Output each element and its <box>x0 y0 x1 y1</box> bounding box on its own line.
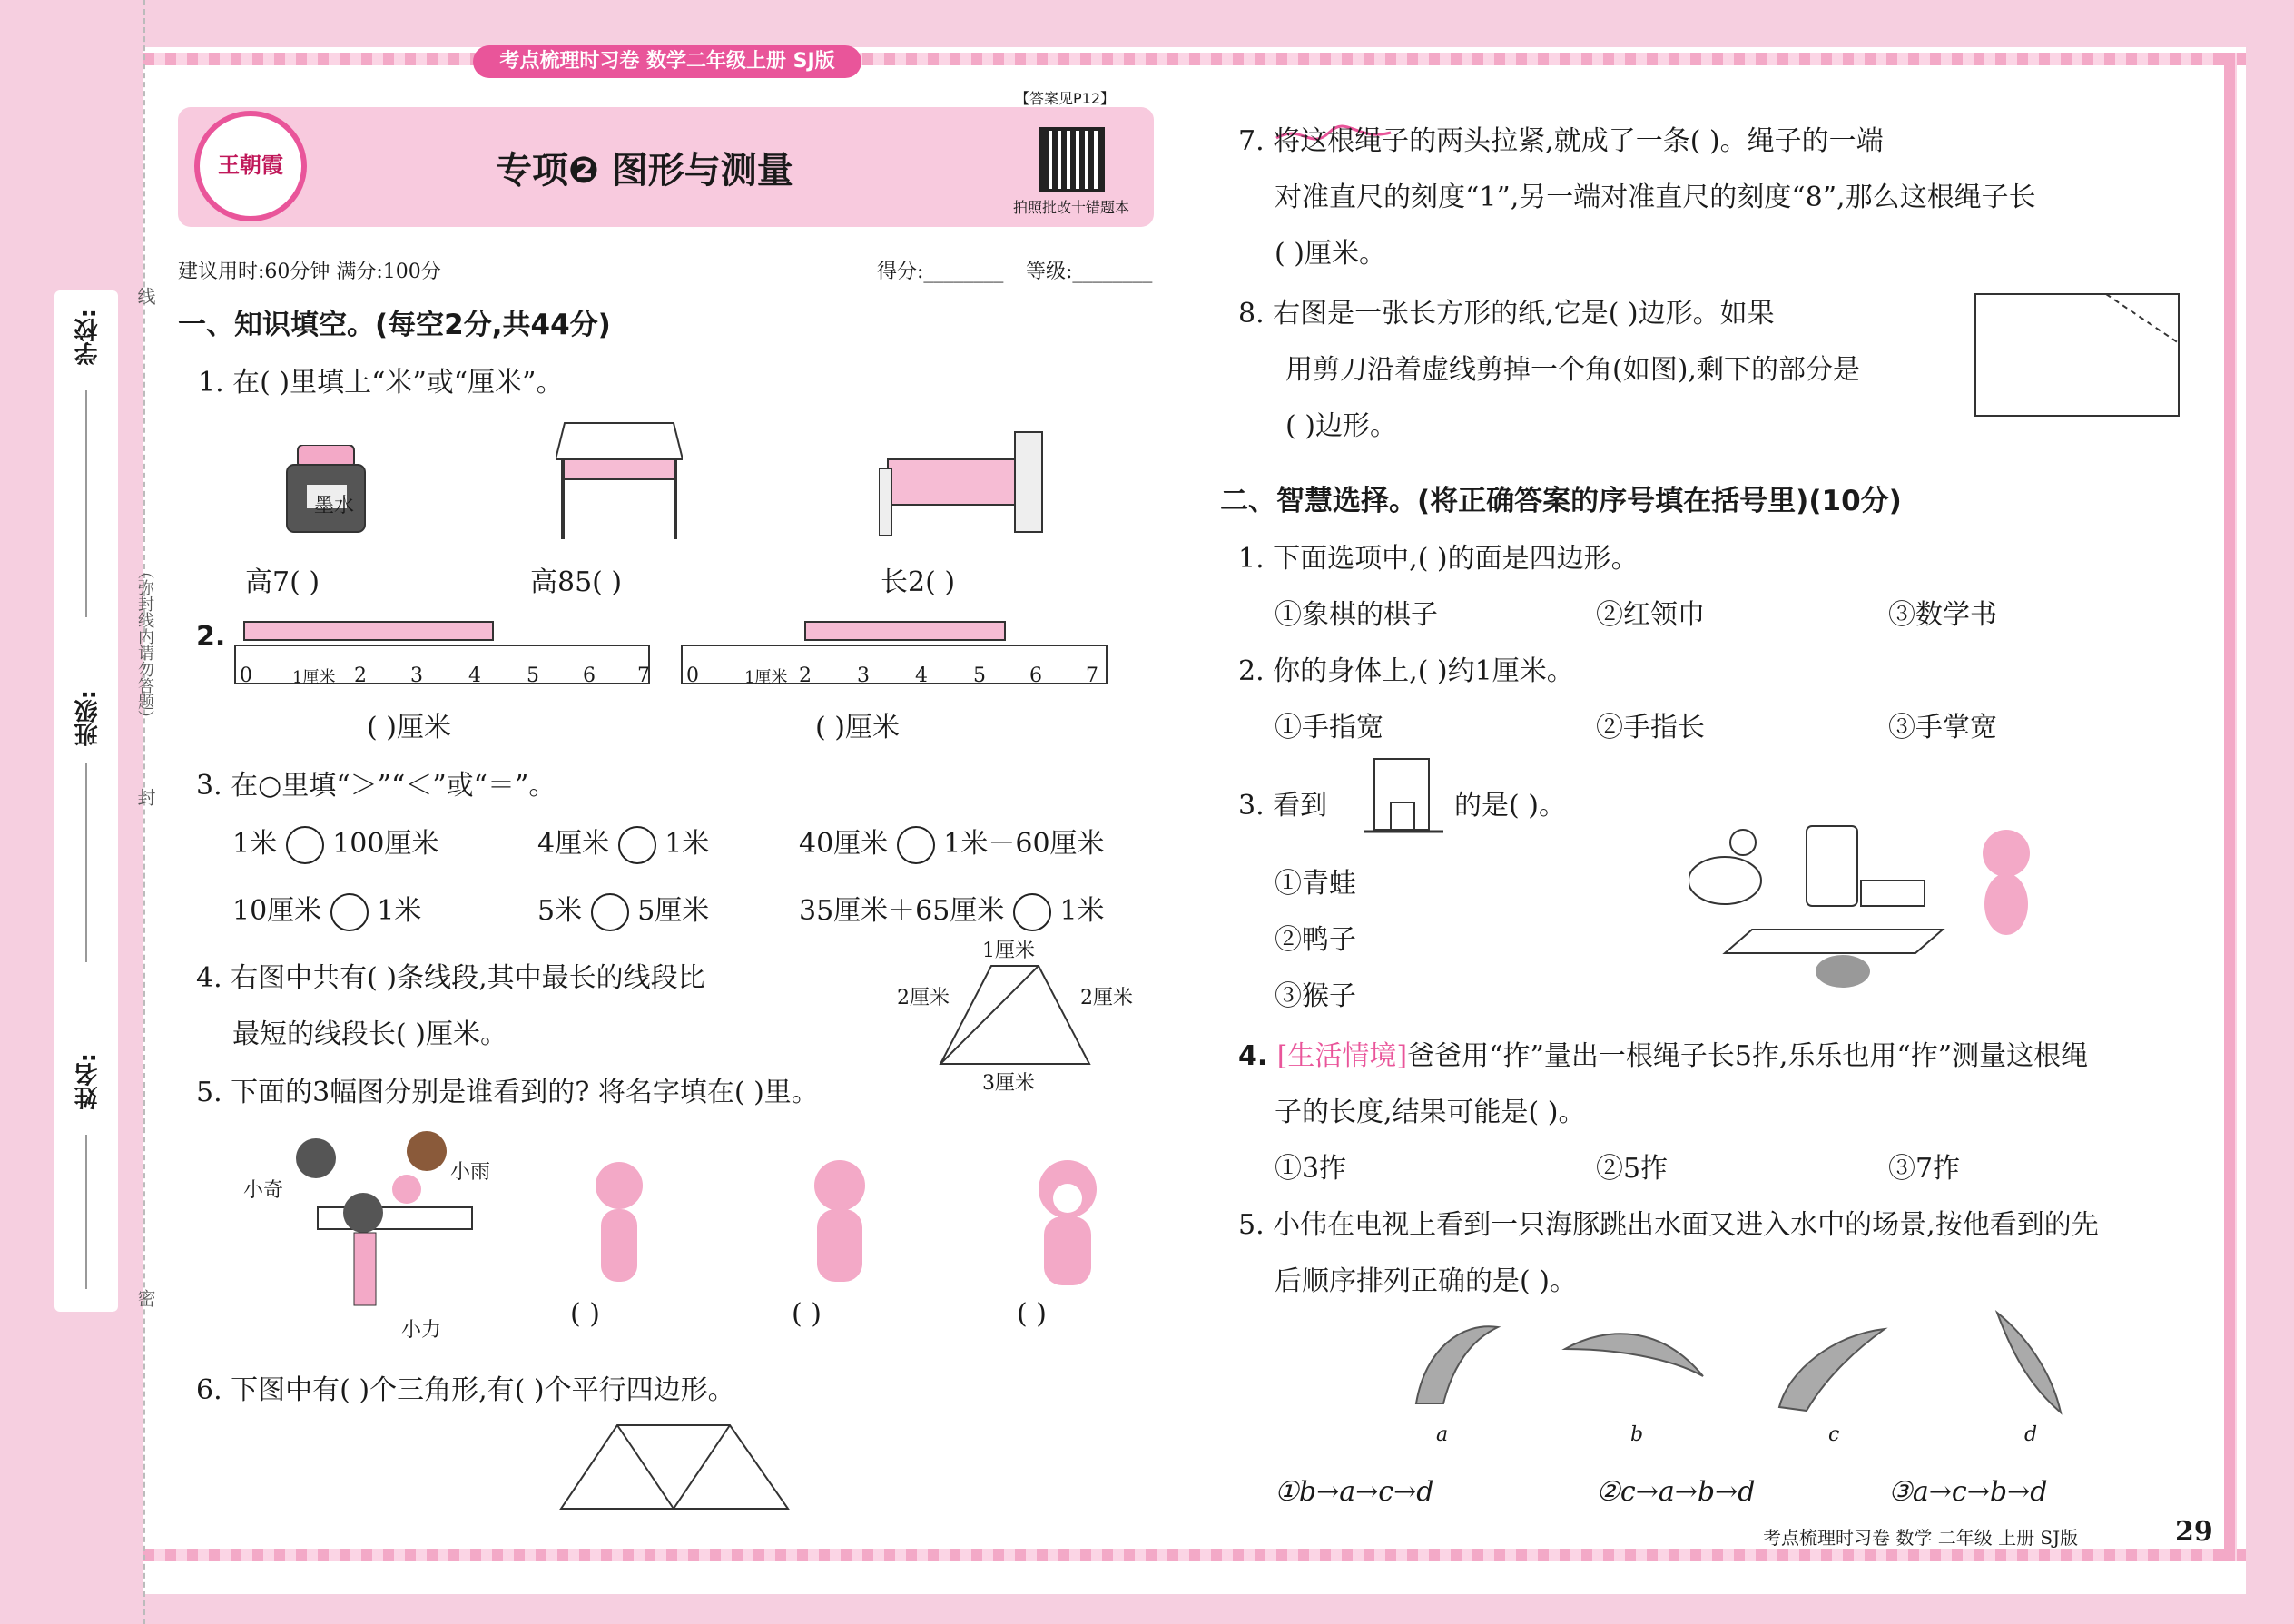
ruler-b-tick-6: 6 <box>1029 664 1042 687</box>
bed-icon <box>879 423 1051 541</box>
school-label: 学校: <box>74 309 102 366</box>
s2-q3-option-1[interactable]: ①青蛙 <box>1275 868 1356 900</box>
q4-label-top: 1厘米 <box>982 940 1035 962</box>
q3-row2-b[interactable] <box>537 888 709 931</box>
ruler-b-tick-4: 4 <box>915 664 928 687</box>
ink-label: 墨水 <box>314 495 355 517</box>
compare-circle[interactable] <box>591 893 629 931</box>
triangles-parallelogram-figure <box>559 1423 790 1511</box>
q3-r1-left-3: 40厘米 <box>799 828 889 860</box>
compare-circle[interactable] <box>618 826 656 864</box>
q3-row1-a[interactable] <box>232 821 438 864</box>
q3-r2-left-1: 10厘米 <box>232 895 322 927</box>
footer-text: 考点梳理时习卷 数学 二年级 上册 SJ版 <box>1763 1527 2079 1549</box>
q2-answer-a[interactable]: ( )厘米 <box>367 712 451 743</box>
q4-text-b: 最短的线段长( )厘米。 <box>232 1019 507 1050</box>
bottom-wave-border <box>143 1549 2246 1561</box>
q3-r2-right-1: 1米 <box>377 895 422 927</box>
q8-text-a: 8. 右图是一张长方形的纸,它是( )边形。如果 <box>1238 298 1775 330</box>
answer-reference: 【答案见P12】 <box>1015 90 1116 107</box>
q3-row1-c[interactable] <box>799 821 1105 864</box>
trapezoid-figure <box>937 962 1091 1071</box>
section1-heading: 一、知识填空。(每空2分,共44分) <box>178 309 611 341</box>
s2-q3-text-b: 的是( )。 <box>1454 790 1566 822</box>
q3-row1-b[interactable] <box>537 821 709 864</box>
s2-q2-option-2[interactable]: ②手指长 <box>1596 712 1705 743</box>
s2-q5-option-1[interactable]: ①b→a→c→d <box>1275 1476 1434 1508</box>
q3-r2-left-2: 5米 <box>537 895 583 927</box>
q3-row2-c[interactable] <box>799 888 1105 931</box>
s2-q4-body: 爸爸用“拃”量出一根绳子长5拃,乐乐也用“拃”测量这根绳 <box>1407 1040 2089 1072</box>
seal-seal-char: 封 <box>134 788 156 806</box>
q4-label-left: 2厘米 <box>897 987 950 1009</box>
ruler-b-tick-7: 7 <box>1086 664 1098 687</box>
section2-heading: 二、智慧选择。(将正确答案的序号填在括号里)(10分) <box>1220 485 1902 517</box>
q5-blank-2[interactable]: ( ) <box>792 1298 822 1330</box>
seal-note: （弥封线内请勿答题） <box>135 563 154 726</box>
q4-label-right: 2厘米 <box>1080 987 1133 1009</box>
q5-blank-1[interactable]: ( ) <box>570 1298 600 1330</box>
animals-around-table-illustration <box>1689 817 2052 989</box>
q3-r1-right-1: 100厘米 <box>332 828 439 860</box>
rectangle-paper-figure <box>1974 292 2181 418</box>
ruler-a-tick-1: 1厘米 <box>292 668 336 687</box>
grade-field[interactable]: 等级:________ <box>1026 261 1153 283</box>
q3-r2-right-3: 1米 <box>1059 895 1105 927</box>
pencil-a <box>243 621 494 641</box>
compare-circle[interactable] <box>286 826 324 864</box>
ruler-b-tick-1: 1厘米 <box>744 668 788 687</box>
qr-code-icon[interactable] <box>1039 127 1105 192</box>
q7-text-c: ( )厘米。 <box>1275 238 1386 270</box>
q3-r2-right-2: 5厘米 <box>637 895 710 927</box>
s2-q1-option-1[interactable]: ①象棋的棋子 <box>1275 599 1438 631</box>
kids-at-table-illustration <box>290 1126 481 1325</box>
q7-text-a: 7. 将这根绳子的两头拉紧,就成了一条( )。绳子的一端 <box>1238 125 1884 157</box>
seal-line-char: 线 <box>134 287 156 305</box>
q4-label-bottom: 3厘米 <box>982 1072 1035 1095</box>
dolphin-label-c: c <box>1828 1423 1840 1446</box>
life-scenario-tag: [生活情境] <box>1276 1040 1408 1072</box>
s2-q2-option-3[interactable]: ③手掌宽 <box>1888 712 1997 743</box>
ruler-a-tick-5: 5 <box>527 664 539 687</box>
q1-answer-a[interactable]: 高7( ) <box>245 566 320 598</box>
q3-r1-right-3: 1米－60厘米 <box>943 828 1105 860</box>
ruler-a-tick-6: 6 <box>583 664 596 687</box>
s2-q1-option-3[interactable]: ③数学书 <box>1888 599 1997 631</box>
q8-text-b: 用剪刀沿着虚线剪掉一个角(如图),剩下的部分是 <box>1285 354 1860 386</box>
q3-r1-left-2: 4厘米 <box>537 828 610 860</box>
kid-name-xiaoli: 小力 <box>401 1319 442 1342</box>
ruler-b-tick-2: 2 <box>799 664 812 687</box>
desk-icon <box>556 414 683 541</box>
class-line <box>85 763 87 962</box>
score-field[interactable]: 得分:________ <box>877 261 1004 283</box>
q5-text: 5. 下面的3幅图分别是谁看到的? 将名字填在( )里。 <box>196 1077 819 1108</box>
s2-q4-option-3[interactable]: ③7拃 <box>1888 1153 1961 1185</box>
q2-number: 2. <box>196 621 226 653</box>
kid-name-xiaoqi: 小奇 <box>243 1179 284 1202</box>
pencil-b <box>804 621 1006 641</box>
logo-text: 王朝霞 <box>218 152 283 178</box>
s2-q5-option-2[interactable]: ②c→a→b→d <box>1596 1476 1756 1508</box>
q3-row2-a[interactable] <box>232 888 421 931</box>
time-info: 建议用时:60分钟 满分:100分 <box>178 261 441 283</box>
right-wave-border <box>2224 53 2237 1561</box>
s2-q1-text: 1. 下面选项中,( )的面是四边形。 <box>1238 543 1639 575</box>
s2-q4-text-a: 4. [生活情境]爸爸用“拃”量出一根绳子长5拃,乐乐也用“拃”测量这根绳 <box>1238 1040 2089 1072</box>
dolphin-b-icon <box>1561 1322 1707 1403</box>
q1-answer-b[interactable]: 高85( ) <box>530 566 623 598</box>
q3-r2-left-3: 35厘米＋65厘米 <box>799 895 1005 927</box>
q3-r1-right-2: 1米 <box>665 828 710 860</box>
dolphin-d-icon <box>1979 1307 2088 1416</box>
page-number: 29 <box>2175 1516 2213 1548</box>
s2-q2-text: 2. 你的身体上,( )约1厘米。 <box>1238 655 1574 687</box>
name-label: 姓名: <box>74 1053 102 1110</box>
seal-secret-char: 密 <box>134 1289 156 1307</box>
s2-q5-text-a: 5. 小伟在电视上看到一只海豚跳出水面又进入水中的场景,按他看到的先 <box>1238 1209 2099 1241</box>
s2-q1-option-2[interactable]: ②红领巾 <box>1596 599 1705 631</box>
ruler-b-tick-3: 3 <box>857 664 870 687</box>
dolphin-label-d: d <box>2024 1423 2038 1446</box>
s2-q3-option-3[interactable]: ③猴子 <box>1275 980 1356 1012</box>
q8-text-c: ( )边形。 <box>1285 410 1397 442</box>
school-line <box>85 390 87 617</box>
ruler-a-tick-3: 3 <box>410 664 423 687</box>
monkey-side-icon <box>579 1158 652 1294</box>
publisher-logo <box>194 111 307 221</box>
q3-r1-left-1: 1米 <box>232 828 278 860</box>
series-badge: 考点梳理时习卷 数学二年级上册 SJ版 <box>473 45 861 78</box>
q3-text: 3. 在○里填“＞”“＜”或“＝”。 <box>196 770 556 802</box>
s2-q4-option-1[interactable]: ①3拃 <box>1275 1153 1347 1185</box>
s2-q4-text-b: 子的长度,结果可能是( )。 <box>1275 1097 1586 1128</box>
ruler-a-tick-7: 7 <box>637 664 650 687</box>
view-shape-icon <box>1364 757 1445 835</box>
q2-answer-b[interactable]: ( )厘米 <box>815 712 900 743</box>
name-line <box>85 1135 87 1289</box>
s2-q5-option-3[interactable]: ③a→c→b→d <box>1888 1476 2048 1508</box>
top-wave-border <box>143 53 2246 65</box>
kid-name-xiaoyu: 小雨 <box>450 1161 491 1184</box>
q6-text: 6. 下图中有( )个三角形,有( )个平行四边形。 <box>196 1374 735 1406</box>
dolphin-label-a: a <box>1436 1423 1449 1446</box>
compare-circle[interactable] <box>1013 893 1051 931</box>
s2-q4-option-2[interactable]: ②5拃 <box>1596 1153 1669 1185</box>
s2-q3-text-a: 3. 看到 <box>1238 790 1328 822</box>
dolphin-label-b: b <box>1630 1423 1644 1446</box>
s2-q5-text-b: 后顺序排列正确的是( )。 <box>1275 1265 1577 1297</box>
ruler-b-tick-0: 0 <box>686 664 699 687</box>
ruler-b-tick-5: 5 <box>973 664 986 687</box>
ruler-a-tick-2: 2 <box>354 664 367 687</box>
monkey-front-icon <box>1022 1158 1113 1294</box>
q7-text-b: 对准直尺的刻度“1”,另一端对准直尺的刻度“8”,那么这根绳子长 <box>1275 182 2036 213</box>
q1-text: 1. 在( )里填上“米”或“厘米”。 <box>198 367 564 399</box>
ruler-a-tick-0: 0 <box>240 664 252 687</box>
s2-q3-option-2[interactable]: ②鸭子 <box>1275 924 1356 956</box>
binding-strip <box>54 290 118 1312</box>
monkey-back-icon <box>799 1158 881 1294</box>
cut-line <box>143 0 145 1624</box>
ruler-a-tick-4: 4 <box>468 664 481 687</box>
qr-caption: 拍照批改十错题本 <box>1013 199 1130 216</box>
q5-blank-3[interactable]: ( ) <box>1017 1298 1047 1330</box>
dolphin-c-icon <box>1770 1316 1888 1416</box>
dolphin-a-icon <box>1389 1313 1507 1412</box>
s2-q2-option-1[interactable]: ①手指宽 <box>1275 712 1383 743</box>
compare-circle[interactable] <box>330 893 369 931</box>
page-title: 专项❷ 图形与测量 <box>496 150 793 192</box>
q4-text-a: 4. 右图中共有( )条线段,其中最长的线段比 <box>196 962 705 994</box>
class-label: 班级: <box>74 690 102 747</box>
compare-circle[interactable] <box>897 826 935 864</box>
q1-answer-c[interactable]: 长2( ) <box>881 566 956 598</box>
